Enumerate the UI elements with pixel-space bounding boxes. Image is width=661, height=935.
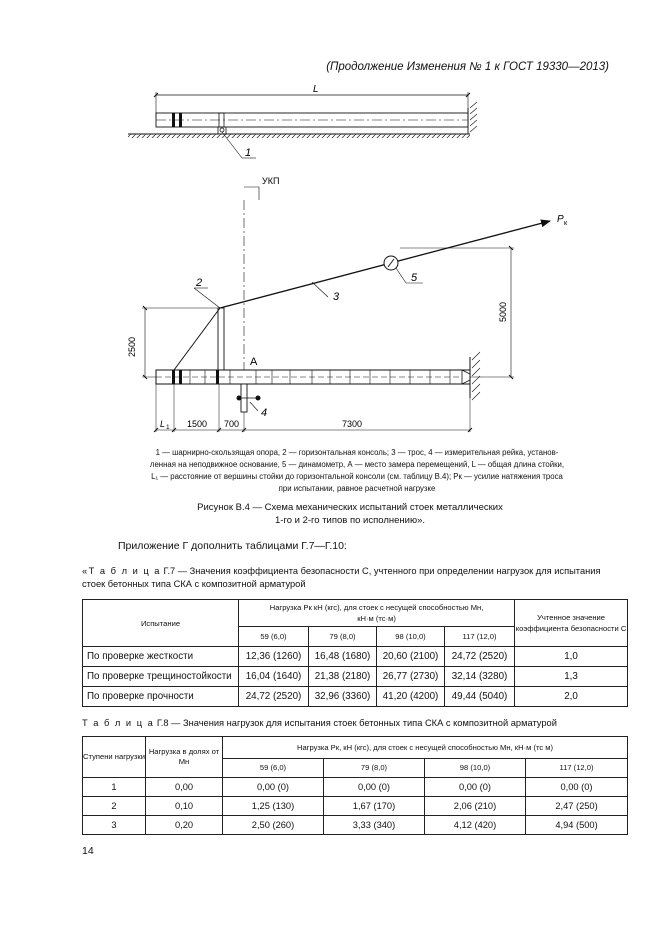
table-cell: 0,00 [146,778,223,797]
table-cell: 0,00 (0) [425,778,526,797]
header-capacity: 117 (12,0) [445,627,515,647]
header-load: Нагрузка Pк, кН (кгс), для стоек с несущей способностью Mн, кН·м (тс м) [223,737,628,759]
table-cell: 1,25 (130) [223,797,324,816]
table-cell: 41,20 (4200) [377,687,445,707]
table-cell: 1,3 [515,667,628,687]
table-row [83,816,628,835]
table-cell: 32,14 (3280) [445,667,515,687]
table-cell: 0,00 (0) [526,778,628,797]
dimension-l1-subscript: 1 [166,424,170,431]
table-cell: 2,06 (210) [425,797,526,816]
top-view [128,84,477,159]
row-label: По проверке жесткости [83,647,239,667]
marker-1-label: 1 [245,147,252,159]
force-label: P [557,214,564,225]
row-label: По проверке прочности [83,687,239,707]
figure-title-line: Рисунок В.4 — Схема механических испытаний стоек металлических [197,502,503,513]
length-dimension-label: L [313,84,319,95]
table-row [83,667,628,687]
dimension-2500-label: 2500 [127,336,137,357]
dimension-l1-label: L [160,419,166,429]
table-g8-title-text: Г.8 — Значения нагрузок для испытания стоек бетонных типа СКА с композитной арматурой [154,718,557,728]
table-g7-title-text: Г.7 — Значения коэффициента безопасности С, учтенного при определении нагрузок для испытания [160,566,601,576]
header-test: Испытание [83,600,239,647]
dimension-700-label: 700 [224,419,240,429]
header-coefficient: Учтенное значение коэффициента безопасности С [515,600,628,647]
header-capacity: 98 (10,0) [377,627,445,647]
table-cell: 26,77 (2730) [377,667,445,687]
table-cell: 16,04 (1640) [239,667,309,687]
table-cell: 1 [83,778,146,797]
marker-3-label: 3 [333,291,340,303]
header-capacity: 79 (8,0) [309,627,377,647]
header-share: Нагрузка в долях от Mн [146,737,223,778]
table-g7 [82,599,628,707]
table-cell: 0,20 [146,816,223,835]
dimension-1500-label: 1500 [187,419,208,429]
figure-title [150,501,550,527]
appendix-instruction: Приложение Г дополнить таблицами Г.7—Г.10: [118,540,347,552]
header-capacity: 59 (6,0) [239,627,309,647]
table-cell: 2,50 (260) [223,816,324,835]
table-cell: 24,72 (2520) [239,687,309,707]
table-g8 [82,736,628,835]
header-capacity: 79 (8,0) [324,759,425,778]
table-cell: 4,12 (420) [425,816,526,835]
table-cell: 0,00 (0) [223,778,324,797]
table-cell: 0,10 [146,797,223,816]
page-number: 14 [82,845,94,857]
table-cell: 4,94 (500) [526,816,628,835]
point-a-label: A [250,356,258,368]
table-cell: 16,48 (1680) [309,647,377,667]
table-cell: 1,67 (170) [324,797,425,816]
legend-line: 1 — шарнирно-скользящая опора, 2 — горизонтальная консоль; 3 — трос, 4 — измерительная рейка, установ- [155,448,559,457]
marker-2-label: 2 [196,277,203,289]
table-row [83,778,628,797]
continuation-header: (Продолжение Изменения № 1 к ГОСТ 19330—2013) [326,61,609,73]
table-cell: 49,44 (5040) [445,687,515,707]
table-cell: 2,0 [515,687,628,707]
table-cell: 2 [83,797,146,816]
marker-4-label: 4 [261,407,268,419]
side-view [127,176,568,432]
table-g8-title-prefix: Т а б л и ц а [82,718,155,728]
header-stage: Ступени нагрузки [83,737,146,778]
table-cell: 32,96 (3360) [309,687,377,707]
header-capacity: 59 (6,0) [223,759,324,778]
dimension-7300-label: 7300 [342,419,363,429]
table-cell: 21,38 (2180) [309,667,377,687]
table-row [83,687,628,707]
table-cell: 0,00 (0) [324,778,425,797]
legend-line: ленная на неподвижное основание, 5 — динамометр, А — место замера перемещений, L — общая длина стойки, [149,460,565,469]
table-g7-title-prefix: «Т а б л и ц а [82,566,161,576]
table-row [83,797,628,816]
table-g8-title [82,717,627,730]
force-label-subscript: к [564,220,568,227]
figure-title-line: 1-го и 2-го типов по исполнению». [275,515,425,526]
table-cell: 3 [83,816,146,835]
test-scheme-drawing [0,0,661,440]
table-g7-title [82,565,627,591]
table-cell: 3,33 (340) [324,816,425,835]
table-cell: 1,0 [515,647,628,667]
table-cell: 12,36 (1260) [239,647,309,667]
table-row [83,647,628,667]
table-g7-title-line-2: стоек бетонных типа СКА с композитной арматурой [82,579,306,589]
header-capacity: 117 (12,0) [526,759,628,778]
table-cell: 24,72 (2520) [445,647,515,667]
ukp-label: УКП [262,176,280,186]
header-load: Нагрузка Pк кН (кгс), для стоек с несущей способностью Mн, кН·м (тс·м) [239,600,515,627]
table-cell: 2,47 (250) [526,797,628,816]
marker-5-label: 5 [411,272,418,284]
row-label: По проверке трещиностойкости [83,667,239,687]
dimension-5000-label: 5000 [498,301,508,322]
table-cell: 20,60 (2100) [377,647,445,667]
figure-legend [112,447,602,495]
legend-line: при испытании, равное расчетной нагрузке [278,484,436,493]
legend-line: L₁ — расстояние от вершины стойки до горизонтальной консоли (см. таблицу В.4); Pк — усилие натяжения троса [151,472,563,481]
header-capacity: 98 (10,0) [425,759,526,778]
